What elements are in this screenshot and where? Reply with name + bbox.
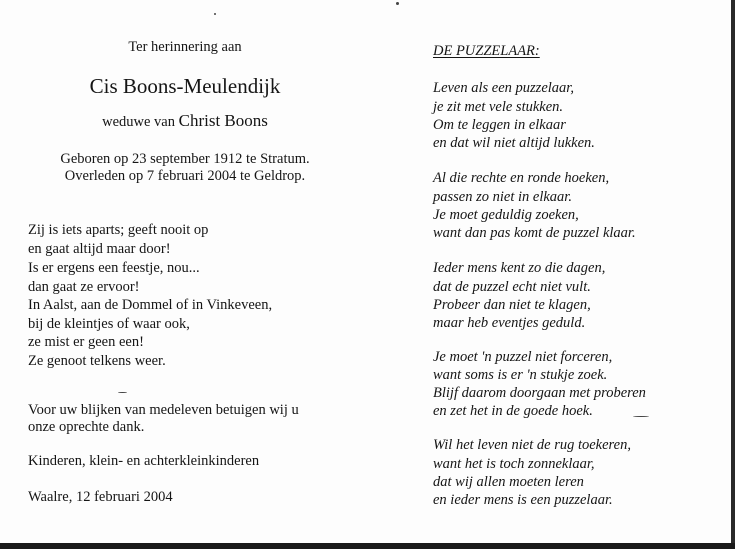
poem-line: Ieder mens kent zo die dagen, <box>433 260 606 276</box>
poem-line: en ieder mens is een puzzelaar. <box>433 492 613 508</box>
poem-line: Wil het leven niet de rug toekeren, <box>433 437 631 453</box>
card-edge-right <box>731 0 735 549</box>
thanks-line: onze oprechte dank. <box>28 419 145 435</box>
poem-line: dat de puzzel echt niet vult. <box>433 279 591 295</box>
poem-line: maar heb eventjes geduld. <box>433 315 586 331</box>
poem-line: en dat wil niet altijd lukken. <box>433 135 595 151</box>
poem-line: Al die rechte en ronde hoeken, <box>433 170 610 186</box>
tribute-line: bij de kleintjes of waar ook, <box>28 316 190 332</box>
tribute-line: Is er ergens een feestje, nou... <box>28 260 200 276</box>
poem-line: Probeer dan niet te klagen, <box>433 297 591 313</box>
poem-line: Leven als een puzzelaar, <box>433 80 574 96</box>
husband-name: Christ Boons <box>178 111 268 130</box>
poem-line: Blijf daarom doorgaan met proberen <box>433 385 646 401</box>
widow-prefix: weduwe van <box>102 114 175 130</box>
speck-mark <box>633 416 649 417</box>
poem-line: want het is toch zonneklaar, <box>433 456 595 472</box>
tribute-line: In Aalst, aan de Dommel of in Vinkeveen, <box>28 297 273 313</box>
intro-text: Ter herinnering aan <box>128 39 242 55</box>
speck-dot <box>214 13 216 15</box>
poem-line: je zit met vele stukken. <box>433 99 564 115</box>
tribute-line: ze mist er geen een! <box>28 334 144 350</box>
poem-line: want dan pas komt de puzzel klaar. <box>433 225 636 241</box>
poem-line: Om te leggen in elkaar <box>433 117 566 133</box>
poem-line: en zet het in de goede hoek. <box>433 403 593 419</box>
widow-line <box>0 112 370 131</box>
tribute-line: en gaat altijd maar door! <box>28 241 171 257</box>
place-date-text: Waalre, 12 februari 2004 <box>28 489 173 505</box>
signature-text: Kinderen, klein- en achterkleinkinderen <box>28 453 260 469</box>
thanks-line: Voor uw blijken van medeleven betuigen wij u <box>28 402 299 418</box>
birth-date-text: Geboren op 23 september 1912 te Stratum. <box>60 151 310 167</box>
poem-line: dat wij allen moeten leren <box>433 474 584 490</box>
tribute-line: Zij is iets aparts; geeft nooit op <box>28 222 209 238</box>
poem-line: want soms is er 'n stukje zoek. <box>433 367 608 383</box>
poem-line: Je moet geduldig zoeken, <box>433 207 579 223</box>
tribute-line: dan gaat ze ervoor! <box>28 279 140 295</box>
card-edge-bottom <box>0 543 735 549</box>
tribute-line: Ze genoot telkens weer. <box>28 353 166 369</box>
speck-dot <box>396 2 399 5</box>
deceased-name: Cis Boons-Meulendijk <box>89 74 281 98</box>
poem-line: Je moet 'n puzzel niet forceren, <box>433 349 613 365</box>
poem-title: DE PUZZELAAR: <box>433 43 540 59</box>
death-date-text: Overleden op 7 februari 2004 te Geldrop. <box>64 168 306 184</box>
poem-line: passen zo niet in elkaar. <box>433 189 572 205</box>
speck-mark <box>118 392 127 393</box>
